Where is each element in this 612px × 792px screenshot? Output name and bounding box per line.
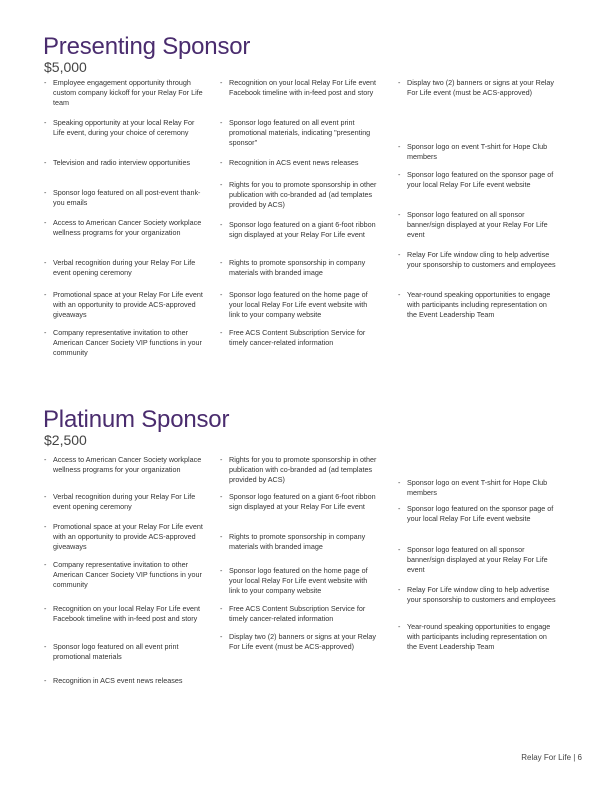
presenting-benefit-item: - Sponsor logo featured on the sponsor page of your local Relay For Life event website (398, 170, 557, 190)
presenting-benefit-item: - Relay For Life window cling to help advertise your sponsorship to customers and employees (398, 250, 557, 270)
presenting-benefit-item: - Company representative invitation to other American Cancer Society VIP functions in your community (44, 328, 203, 358)
presenting-benefit-item: - Sponsor logo featured on a giant 6-foot ribbon sign displayed at your Relay For Life event (220, 220, 379, 240)
platinum-benefit-item: - Year-round speaking opportunities to engage with participants including representation on the Event Leadership Team (398, 622, 557, 652)
presenting-benefit-item: - Sponsor logo featured on all event print promotional materials, indicating "presenting sponsor" (220, 118, 379, 148)
platinum-benefit-item: - Promotional space at your Relay For Life event with an opportunity to provide ACS-approved giveaways (44, 522, 203, 552)
platinum-benefit-item: - Sponsor logo featured on the sponsor page of your local Relay For Life event website (398, 504, 557, 524)
platinum-benefit-item: - Recognition on your local Relay For Life event Facebook timeline with in-feed post and story (44, 604, 203, 624)
presenting-benefit-item: - Display two (2) banners or signs at your Relay For Life event (must be ACS-approved) (398, 78, 557, 98)
presenting-benefit-item: - Recognition on your local Relay For Life event Facebook timeline with in-feed post and story (220, 78, 379, 98)
platinum-benefit-item: - Access to American Cancer Society workplace wellness programs for your organization (44, 455, 203, 475)
platinum-benefit-item: - Sponsor logo featured on a giant 6-foot ribbon sign displayed at your Relay For Life event (220, 492, 379, 512)
presenting-benefit-item: - Free ACS Content Subscription Service for timely cancer-related information (220, 328, 379, 348)
presenting-benefit-item: - Television and radio interview opportunities (44, 158, 203, 168)
platinum-benefit-item: - Sponsor logo featured on the home page of your local Relay For Life event website with link to your company website (220, 566, 379, 596)
platinum-benefit-item: - Sponsor logo on event T-shirt for Hope Club members (398, 478, 557, 498)
platinum-benefit-item: - Rights to promote sponsorship in company materials with branded image (220, 532, 379, 552)
page-footer: Relay For Life | 6 (521, 753, 582, 762)
platinum-benefit-item: - Sponsor logo featured on all event print promotional materials (44, 642, 203, 662)
presenting-benefit-item: - Sponsor logo featured on the home page of your local Relay For Life event website with link to your company website (220, 290, 379, 320)
presenting-sponsor-price: $5,000 (44, 59, 87, 75)
presenting-benefit-item: - Promotional space at your Relay For Life event with an opportunity to provide ACS-approved giveaways (44, 290, 203, 320)
platinum-benefit-item: - Verbal recognition during your Relay For Life event opening ceremony (44, 492, 203, 512)
platinum-benefit-item: - Sponsor logo featured on all sponsor banner/sign displayed at your Relay For Life event (398, 545, 557, 575)
platinum-sponsor-title: Platinum Sponsor (43, 406, 230, 433)
presenting-benefit-item: - Recognition in ACS event news releases (220, 158, 379, 168)
platinum-benefit-item: - Relay For Life window cling to help advertise your sponsorship to customers and employees (398, 585, 557, 605)
platinum-benefit-item: - Free ACS Content Subscription Service for timely cancer-related information (220, 604, 379, 624)
platinum-sponsor-price: $2,500 (44, 432, 87, 448)
platinum-benefit-item: - Display two (2) banners or signs at your Relay For Life event (must be ACS-approved) (220, 632, 379, 652)
presenting-benefit-item: - Verbal recognition during your Relay For Life event opening ceremony (44, 258, 203, 278)
presenting-benefit-item: - Access to American Cancer Society workplace wellness programs for your organization (44, 218, 203, 238)
presenting-benefit-item: - Employee engagement opportunity through custom company kickoff for your Relay For Life team (44, 78, 203, 108)
presenting-benefit-item: - Speaking opportunity at your local Relay For Life event, during your choice of ceremony (44, 118, 203, 138)
platinum-benefit-item: - Rights for you to promote sponsorship in other publication with co-branded ad (ad templates provided by ACS) (220, 455, 379, 485)
presenting-benefit-item: - Sponsor logo on event T-shirt for Hope Club members (398, 142, 557, 162)
platinum-benefit-item: - Company representative invitation to other American Cancer Society VIP functions in your community (44, 560, 203, 590)
presenting-benefit-item: - Rights for you to promote sponsorship in other publication with co-branded ad (ad templates provided by ACS) (220, 180, 379, 210)
presenting-benefit-item: - Sponsor logo featured on all post-event thank-you emails (44, 188, 203, 208)
presenting-sponsor-title: Presenting Sponsor (43, 33, 251, 60)
platinum-benefit-item: - Recognition in ACS event news releases (44, 676, 203, 686)
presenting-benefit-item: - Sponsor logo featured on all sponsor banner/sign displayed at your Relay For Life event (398, 210, 557, 240)
presenting-benefit-item: - Year-round speaking opportunities to engage with participants including representation on the Event Leadership Team (398, 290, 557, 320)
presenting-benefit-item: - Rights to promote sponsorship in company materials with branded image (220, 258, 379, 278)
